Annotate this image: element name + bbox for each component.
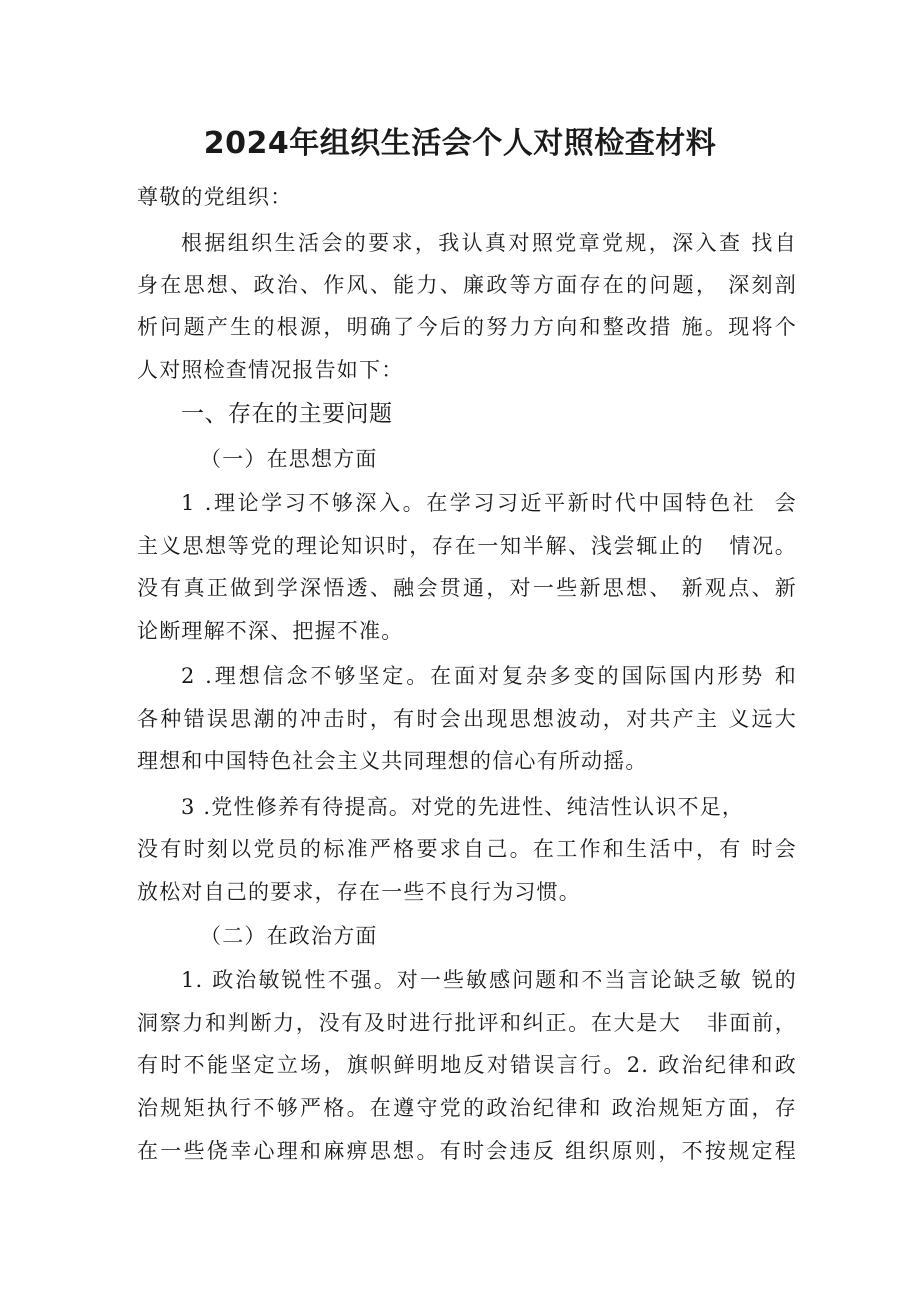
item-line: 2 .理想信念不够坚定。在面对复杂多变的国际国内形势 和 bbox=[181, 664, 797, 688]
item-line: 没有真正做到学深悟透、融会贯通，对一些新思想、 新观点、新 bbox=[137, 576, 797, 600]
item-line: 治规矩执行不够严格。在遵守党的政治纪律和 政治规矩方面，存 bbox=[137, 1096, 797, 1120]
item-line: 洞察力和判断力，没有及时进行批评和纠正。在大是大 非面前， bbox=[137, 1011, 797, 1035]
salutation: 尊敬的党组织： bbox=[137, 185, 293, 209]
item-line: 3 .党性修养有待提高。对党的先进性、纯洁性认识不足， bbox=[181, 795, 745, 819]
item-line: 在一些侥幸心理和麻痹思想。有时会违反 组织原则，不按规定程 bbox=[137, 1139, 797, 1163]
intro-line: 人对照检查情况报告如下： bbox=[137, 358, 404, 382]
document-title: 2024年组织生活会个人对照检查材料 bbox=[203, 126, 717, 161]
item-line: 主义思想等党的理论知识时，存在一知半解、浅尝辄止的 情况。 bbox=[137, 534, 797, 558]
item-line: 理想和中国特色社会主义共同理想的信心有所动摇。 bbox=[137, 749, 648, 773]
subsection-heading: （一）在思想方面 bbox=[200, 447, 378, 471]
intro-line: 析问题产生的根源，明确了今后的努力方向和整改措 施。现将个 bbox=[137, 315, 797, 339]
item-line: 没有时刻以党员的标准严格要求自己。在工作和生活中，有 时会 bbox=[137, 837, 797, 861]
item-line: 放松对自己的要求，存在一些不良行为习惯。 bbox=[137, 880, 581, 904]
item-line: 1. 政治敏锐性不强。对一些敏感问题和不当言论缺乏敏 锐的 bbox=[181, 968, 797, 992]
item-line: 有时不能坚定立场，旗帜鲜明地反对错误言行。2. 政治纪律和政 bbox=[137, 1053, 797, 1077]
item-line: 1 .理论学习不够深入。在学习习近平新时代中国特色社 会 bbox=[181, 491, 797, 515]
item-line: 各种错误思潮的冲击时，有时会出现思想波动，对共产主 义远大 bbox=[137, 707, 797, 731]
intro-line: 身在思想、政治、作风、能力、廉政等方面存在的问题， 深刻剖 bbox=[137, 273, 797, 297]
intro-line: 根据组织生活会的要求，我认真对照党章党规，深入查 找自 bbox=[181, 231, 797, 255]
subsection-heading: （二）在政治方面 bbox=[200, 924, 378, 948]
section-heading: 一、存在的主要问题 bbox=[181, 401, 393, 427]
item-line: 论断理解不深、把握不准。 bbox=[137, 619, 404, 643]
